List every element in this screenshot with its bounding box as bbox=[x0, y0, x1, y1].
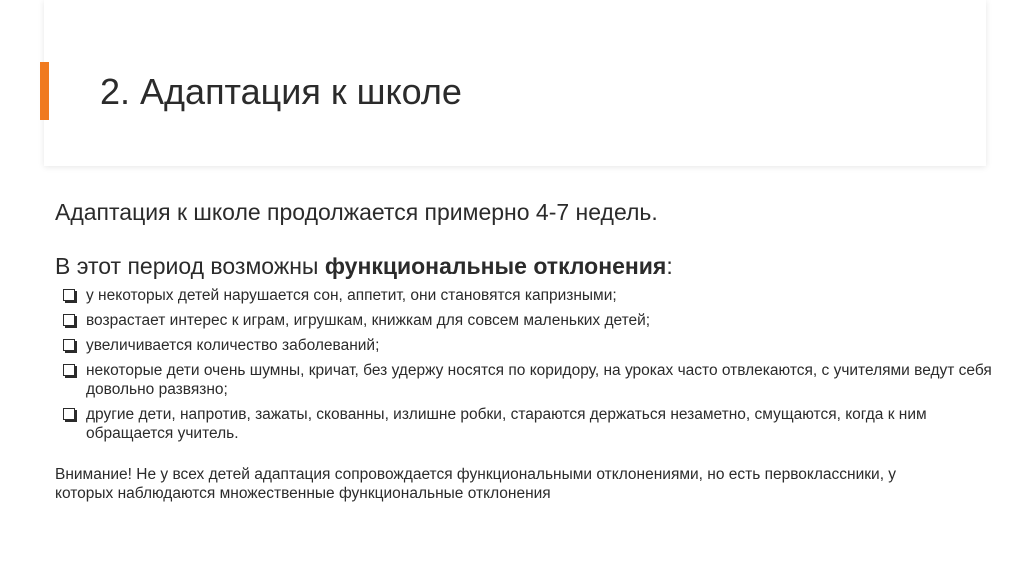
list-item bbox=[63, 311, 995, 330]
list-item-text: увеличивается количество заболеваний; bbox=[86, 337, 380, 354]
deviation-list bbox=[55, 286, 995, 443]
list-item bbox=[63, 405, 995, 443]
checkbox-square-icon bbox=[63, 314, 75, 326]
accent-bar bbox=[40, 62, 49, 120]
attention-note: Внимание! Не у всех детей адаптация сопровождается функциональными отклонениями, но есть первоклассники, у которых наблюдаются множественные функциональные отклонения bbox=[55, 466, 897, 502]
list-item bbox=[63, 361, 995, 399]
slide-title: 2. Адаптация к школе bbox=[100, 71, 462, 112]
list-item-text: другие дети, напротив, зажаты, скованны, излишне робки, стараются держаться незаметно, смущаются, когда к ним обращается учитель. bbox=[86, 406, 927, 442]
list-item-text: некоторые дети очень шумны, кричат, без удержу носятся по коридору, на уроках часто отвлекаются, с учителями ведут себя довольно развязно; bbox=[86, 362, 992, 398]
list-item bbox=[63, 336, 995, 355]
checkbox-square-icon bbox=[63, 408, 75, 420]
lead-paragraph-deviations bbox=[55, 250, 995, 282]
checkbox-square-icon bbox=[63, 289, 75, 301]
lead-bold-term: функциональные отклонения bbox=[324, 253, 667, 279]
lead-paragraph-duration: Адаптация к школе продолжается примерно 4-7 недель. bbox=[55, 199, 658, 225]
lead-suffix: : bbox=[666, 253, 673, 279]
list-item-text: у некоторых детей нарушается сон, аппетит, они становятся капризными; bbox=[86, 287, 617, 304]
list-item-text: возрастает интерес к играм, игрушкам, книжкам для совсем маленьких детей; bbox=[86, 312, 651, 329]
list-item bbox=[63, 286, 995, 305]
slide-content bbox=[55, 196, 995, 519]
lead-prefix: В этот период возможны bbox=[55, 253, 325, 279]
checkbox-square-icon bbox=[63, 339, 75, 351]
checkbox-square-icon bbox=[63, 364, 75, 376]
